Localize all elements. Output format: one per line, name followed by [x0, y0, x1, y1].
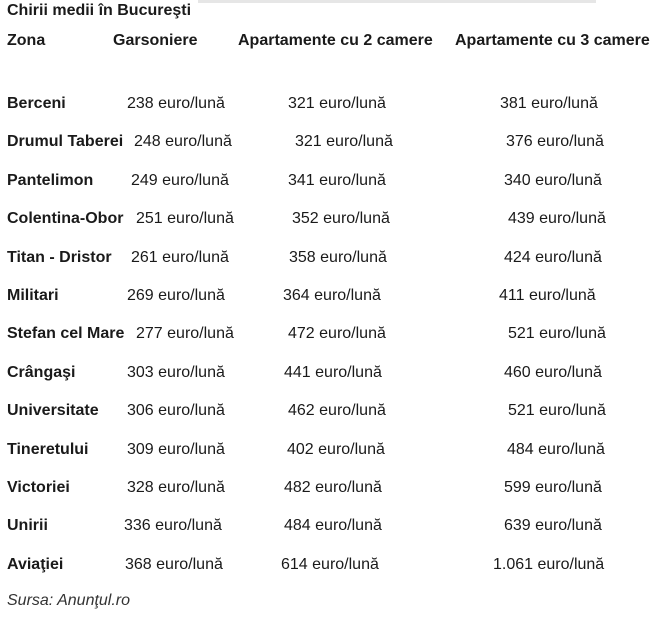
two-rooms-cell: 352 euro/lună — [292, 210, 390, 227]
two-rooms-cell: 364 euro/lună — [283, 287, 381, 304]
zone-cell: Aviaţiei — [7, 556, 64, 573]
three-rooms-cell: 1.061 euro/lună — [493, 556, 605, 573]
column-header-three-rooms: Apartamente cu 3 camere — [455, 32, 650, 49]
studio-cell: 269 euro/lună — [127, 287, 225, 304]
studio-cell: 277 euro/lună — [136, 325, 234, 342]
zone-cell: Victoriei — [7, 479, 70, 496]
zone-cell: Stefan cel Mare — [7, 325, 125, 342]
studio-cell: 309 euro/lună — [127, 441, 225, 458]
zone-cell: Tineretului — [7, 441, 89, 458]
three-rooms-cell: 599 euro/lună — [504, 479, 602, 496]
three-rooms-cell: 521 euro/lună — [508, 402, 606, 419]
studio-cell: 328 euro/lună — [127, 479, 225, 496]
studio-cell: 249 euro/lună — [131, 172, 229, 189]
studio-cell: 336 euro/lună — [124, 517, 222, 534]
top-divider — [198, 0, 596, 3]
zone-cell: Berceni — [7, 95, 66, 112]
two-rooms-cell: 441 euro/lună — [284, 364, 382, 381]
zone-cell: Pantelimon — [7, 172, 94, 189]
zone-cell: Unirii — [7, 517, 48, 534]
zone-cell: Titan - Dristor — [7, 249, 112, 266]
three-rooms-cell: 439 euro/lună — [508, 210, 606, 227]
table-row — [0, 322, 665, 346]
three-rooms-cell: 639 euro/lună — [504, 517, 602, 534]
zone-cell: Universitate — [7, 402, 99, 419]
table-row — [0, 438, 665, 462]
two-rooms-cell: 472 euro/lună — [288, 325, 386, 342]
table-row — [0, 553, 665, 577]
studio-cell: 306 euro/lună — [127, 402, 225, 419]
two-rooms-cell: 321 euro/lună — [295, 133, 393, 150]
two-rooms-cell: 462 euro/lună — [288, 402, 386, 419]
zone-cell: Militari — [7, 287, 59, 304]
three-rooms-cell: 411 euro/lună — [499, 287, 596, 304]
two-rooms-cell: 358 euro/lună — [289, 249, 387, 266]
three-rooms-cell: 376 euro/lună — [506, 133, 604, 150]
column-header-studio: Garsoniere — [113, 32, 198, 49]
table-row — [0, 130, 665, 154]
two-rooms-cell: 614 euro/lună — [281, 556, 379, 573]
table-row — [0, 399, 665, 423]
studio-cell: 368 euro/lună — [125, 556, 223, 573]
table-row — [0, 284, 665, 308]
studio-cell: 238 euro/lună — [127, 95, 225, 112]
three-rooms-cell: 381 euro/lună — [500, 95, 598, 112]
studio-cell: 248 euro/lună — [134, 133, 232, 150]
table-row — [0, 476, 665, 500]
studio-cell: 261 euro/lună — [131, 249, 229, 266]
three-rooms-cell: 340 euro/lună — [504, 172, 602, 189]
source-note: Sursa: Anunţul.ro — [7, 592, 131, 609]
table-row — [0, 207, 665, 231]
zone-cell: Colentina-Obor — [7, 210, 124, 227]
table-row — [0, 169, 665, 193]
three-rooms-cell: 484 euro/lună — [507, 441, 605, 458]
three-rooms-cell: 521 euro/lună — [508, 325, 606, 342]
two-rooms-cell: 484 euro/lună — [284, 517, 382, 534]
table-title: Chirii medii în Bucureşti — [7, 2, 192, 19]
studio-cell: 251 euro/lună — [136, 210, 234, 227]
two-rooms-cell: 482 euro/lună — [284, 479, 382, 496]
zone-cell: Crângaşi — [7, 364, 76, 381]
table-row — [0, 92, 665, 116]
studio-cell: 303 euro/lună — [127, 364, 225, 381]
column-header-zone: Zona — [7, 32, 46, 49]
two-rooms-cell: 321 euro/lună — [288, 95, 386, 112]
table-row — [0, 514, 665, 538]
zone-cell: Drumul Taberei — [7, 133, 124, 150]
two-rooms-cell: 402 euro/lună — [287, 441, 385, 458]
table-row — [0, 246, 665, 270]
three-rooms-cell: 424 euro/lună — [504, 249, 602, 266]
table-row — [0, 361, 665, 385]
three-rooms-cell: 460 euro/lună — [504, 364, 602, 381]
column-header-two-rooms: Apartamente cu 2 camere — [238, 32, 433, 49]
two-rooms-cell: 341 euro/lună — [288, 172, 386, 189]
